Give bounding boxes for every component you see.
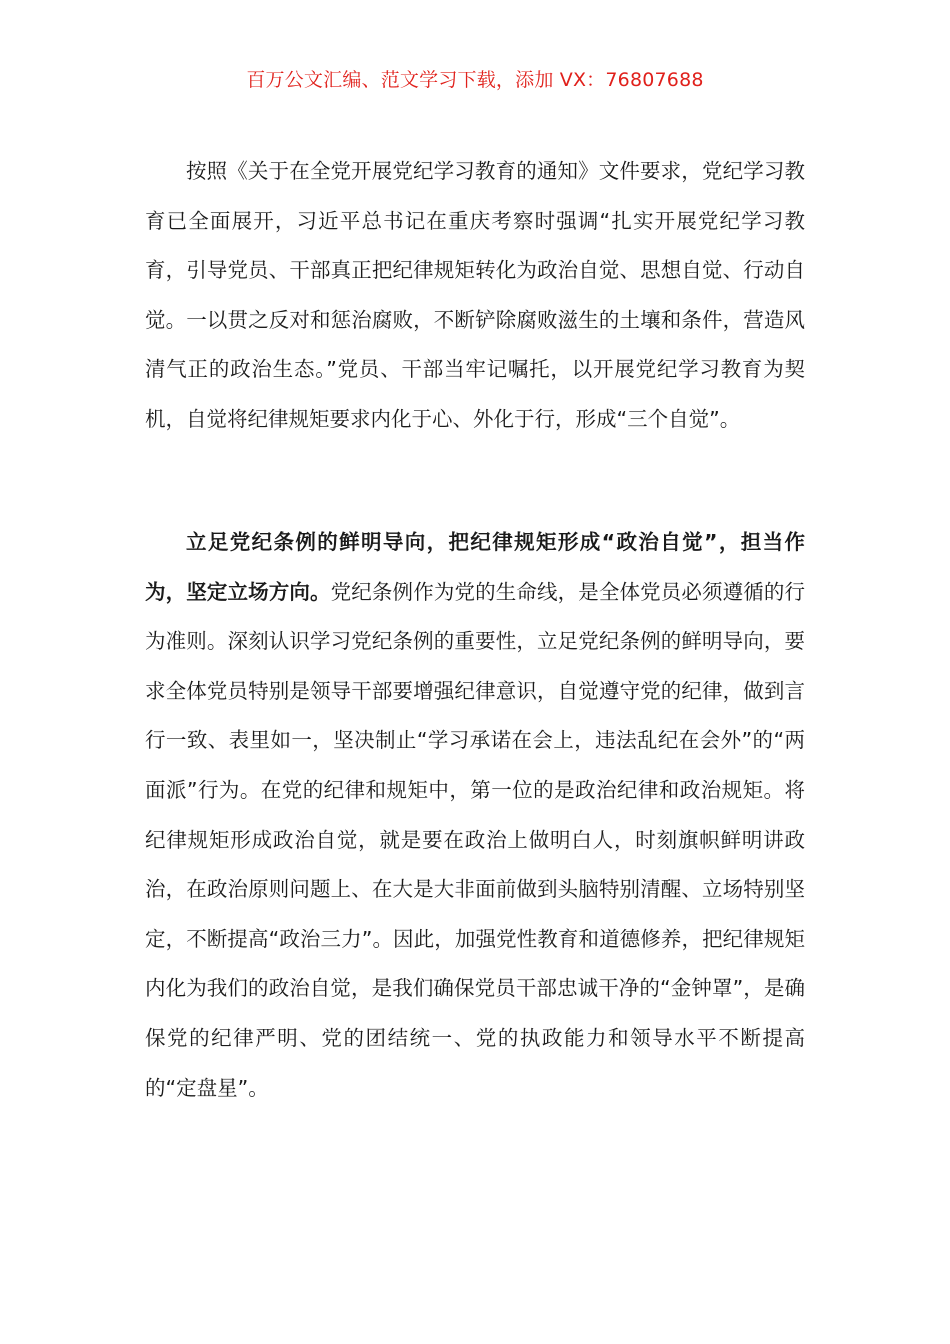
paragraph-1 bbox=[145, 147, 805, 445]
paragraph-1-text: 按照《关于在全党开展党纪学习教育的通知》文件要求，党纪学习教育已全面展开，习近平总书记在重庆考察时强调“扎实开展党纪学习教育，引导党员、干部真正把纪律规矩转化为政治自觉、思想自觉、行动自觉。一以贯之反对和惩治腐败，不断铲除腐败滋生的土壤和条件，营造风清气正的政治生态。”党员、干部当牢记嘱托，以开展党纪学习教育为契机，自觉将纪律规矩要求内化于心、外化于行，形成“三个自觉”。 bbox=[145, 159, 805, 431]
paragraph-2-lead-heading: 立足党纪条例的鲜明导向，把纪律规矩形成“政治自觉”，担当作为，坚定立场方向。 bbox=[145, 530, 805, 604]
paragraph-2-text bbox=[145, 518, 805, 1113]
paragraph-2-body: 党纪条例作为党的生命线，是全体党员必须遵循的行为准则。深刻认识学习党纪条例的重要性，立足党纪条例的鲜明导向，要求全体党员特别是领导干部要增强纪律意识，自觉遵守党的纪律，做到言行一致、表里如一，坚决制止“学习承诺在会上，违法乱纪在会外”的“两面派”行为。在党的纪律和规矩中，第一位的是政治纪律和政治规矩。将纪律规矩形成政治自觉，就是要在政治上做明白人，时刻旗帜鲜明讲政治，在政治原则问题上、在大是大非面前做到头脑特别清醒、立场特别坚定，不断提高“政治三力”。因此，加强党性教育和道德修养，把纪律规矩内化为我们的政治自觉，是我们确保党员干部忠诚干净的“金钟罩”，是确保党的纪律严明、党的团结统一、党的执政能力和领导水平不断提高的“定盘星”。 bbox=[145, 579, 806, 1100]
paragraph-2 bbox=[145, 518, 805, 1113]
header-banner: 百万公文汇编、范文学习下载，添加 VX：76807688 bbox=[246, 69, 704, 91]
